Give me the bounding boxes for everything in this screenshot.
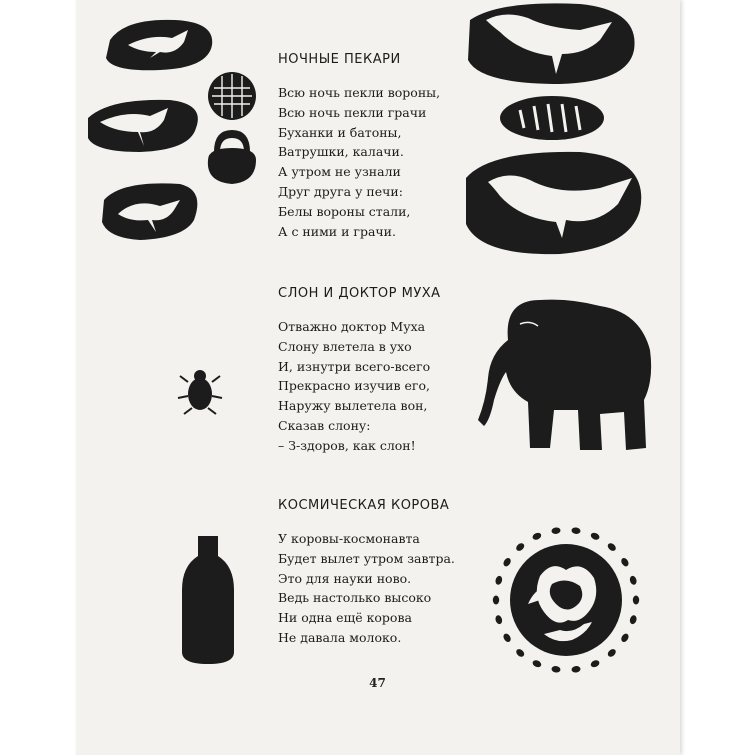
poem-line: Друг друга у печи:	[278, 183, 403, 199]
poem-line: Всю ночь пекли грачи	[278, 104, 427, 120]
cosmic-cow-emblem-icon	[493, 527, 639, 673]
poem-line: Белы вороны стали,	[278, 203, 411, 219]
basket-icon	[208, 130, 256, 184]
poem-line: Не давала молоко.	[278, 629, 402, 645]
poem-line: У коровы-космонавта	[278, 531, 420, 546]
bird-silhouette-icon	[106, 20, 212, 70]
emblem-dot	[515, 648, 526, 659]
bird-silhouette-icon	[102, 183, 197, 240]
poem-line: Прекрасно изучив его,	[278, 378, 430, 394]
poem-line: Слону влетела в ухо	[278, 338, 412, 354]
poem-line: Буханки и батоны,	[278, 124, 402, 140]
poem-cosmic-cow	[278, 498, 455, 648]
poem-line: А утром не узнали	[278, 164, 401, 180]
elephant-silhouette-icon	[478, 300, 651, 450]
emblem-dot	[620, 557, 630, 568]
emblem-dot	[531, 532, 542, 542]
emblem-dot	[590, 659, 601, 669]
emblem-dot	[531, 659, 542, 669]
fly-icon	[178, 370, 222, 414]
poem-line: И, изнутри всего-всего	[278, 358, 431, 374]
poem-line: Ватрушки, калачи.	[278, 144, 404, 160]
poem-title: СЛОН И ДОКТОР МУХА	[278, 286, 441, 301]
bread-loaf-icon	[500, 96, 604, 140]
emblem-dot	[629, 614, 638, 624]
emblem-dot	[493, 596, 499, 605]
poem-line: Это для науки ново.	[278, 570, 412, 586]
poem-line: Отважно доктор Муха	[278, 319, 426, 334]
poem-title: КОСМИЧЕСКАЯ КОРОВА	[278, 498, 450, 513]
poem-line: Будет вылет утром завтра.	[278, 550, 455, 566]
emblem-dot	[606, 648, 617, 659]
poem-night-bakers	[278, 52, 440, 241]
emblem-dot	[620, 632, 630, 643]
milk-bottle-icon	[182, 536, 234, 664]
emblem-dot	[502, 557, 512, 568]
poem-title: НОЧНЫЕ ПЕКАРИ	[278, 52, 401, 67]
emblem-dot	[494, 575, 503, 585]
poem-line: А с ними и грачи.	[278, 223, 396, 239]
emblem-dot	[606, 542, 617, 553]
bird-silhouette-icon	[88, 100, 198, 152]
poem-elephant-and-doctor-fly	[278, 286, 441, 456]
poem-line: Ведь настолько высоко	[278, 590, 432, 606]
emblem-dot	[571, 527, 581, 535]
emblem-dot	[502, 632, 512, 643]
emblem-dot	[551, 665, 561, 673]
page-number: 47	[369, 676, 386, 690]
poem-line: – З-здоров, как слон!	[278, 437, 416, 453]
bird-silhouette-icon	[466, 152, 641, 254]
emblem-dot	[551, 527, 561, 535]
poem-line: Сказав слону:	[278, 417, 371, 433]
emblem-dot	[494, 614, 503, 624]
emblem-dot	[629, 575, 638, 585]
poem-line: Наружу вылетела вон,	[278, 398, 428, 414]
poem-line: Всю ночь пекли вороны,	[278, 85, 441, 100]
emblem-dot	[590, 532, 601, 542]
round-bun-icon	[208, 72, 256, 120]
emblem-dot	[633, 596, 639, 605]
emblem-dot	[571, 665, 581, 673]
emblem-dot	[515, 542, 526, 553]
bird-silhouette-icon	[468, 3, 635, 84]
poem-line: Ни одна ещё корова	[278, 610, 412, 626]
